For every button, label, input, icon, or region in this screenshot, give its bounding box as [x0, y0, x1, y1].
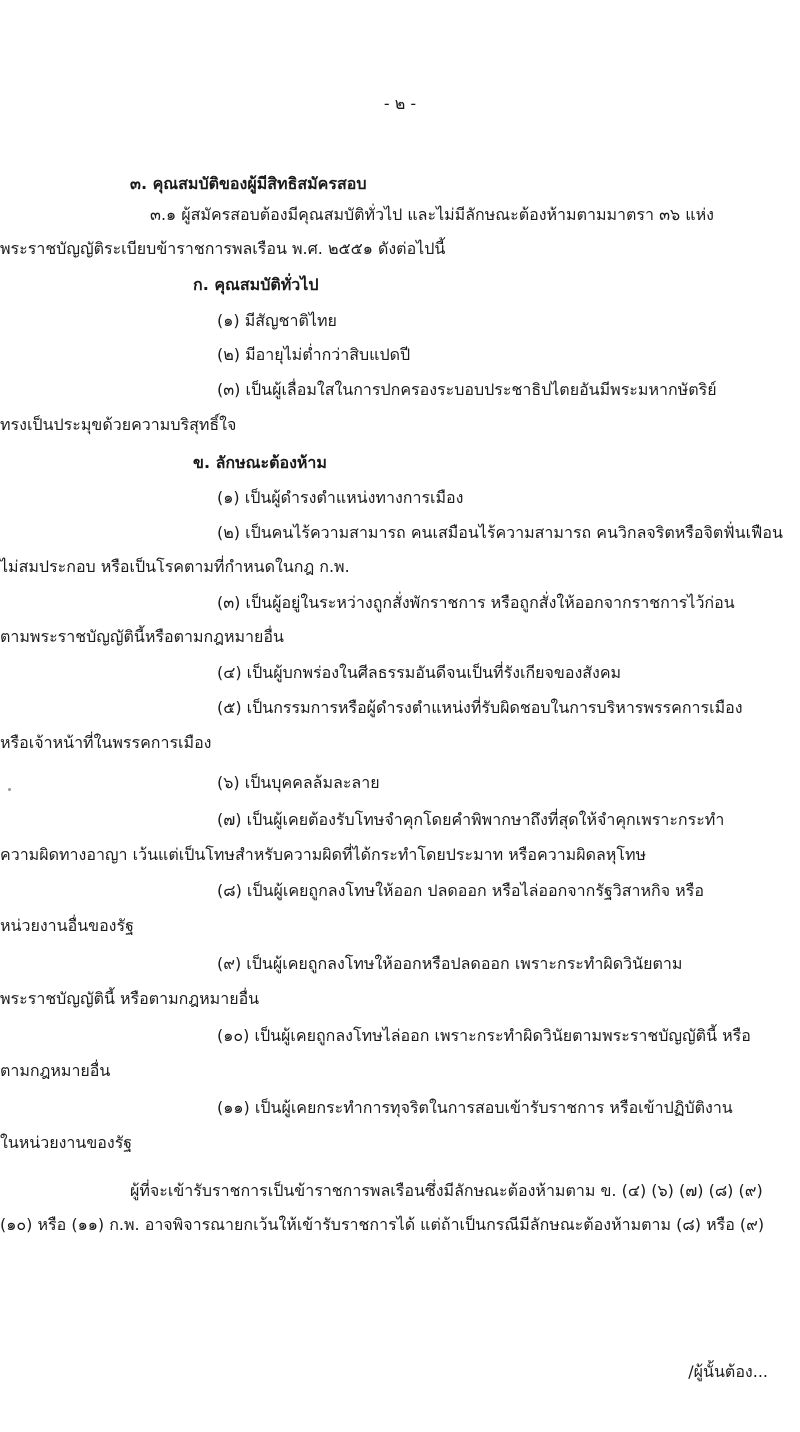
prohibited-item-5-line1: (๕) เป็นกรรมการหรือผู้ดำรงตำแหน่งที่รับผิดชอบในการบริหารพรรคการเมือง [217, 698, 743, 717]
prohibited-item-7-line1: (๗) เป็นผู้เคยต้องรับโทษจำคุกโดยคำพิพากษาถึงที่สุดให้จำคุกเพราะกระทำ [217, 810, 725, 829]
prohibited-item-4: (๔) เป็นผู้บกพร่องในศีลธรรมอันดีจนเป็นที่รังเกียจของสังคม [217, 663, 622, 682]
prohibited-item-10-line1: (๑๐) เป็นผู้เคยถูกลงโทษไล่ออก เพราะกระทำผิดวินัยตามพระราชบัญญัตินี้ หรือ [217, 1026, 751, 1045]
section3-intro-line1: ๓.๑ ผู้สมัครสอบต้องมีคุณสมบัติทั่วไป และไม่มีลักษณะต้องห้ามตามมาตรา ๓๖ แห่ง [150, 205, 714, 224]
prohibited-item-5-line2: หรือเจ้าหน้าที่ในพรรคการเมือง [0, 733, 212, 752]
scan-speck [8, 788, 11, 791]
prohibited-item-2-line2: ไม่สมประกอบ หรือเป็นโรคตามที่กำหนดในกฎ ก.พ. [0, 557, 350, 576]
prohibited-item-10-line2: ตามกฎหมายอื่น [0, 1061, 111, 1080]
prohibited-item-9-line2: พระราชบัญญัตินี้ หรือตามกฎหมายอื่น [0, 989, 260, 1008]
general-item-1: (๑) มีสัญชาติไทย [217, 311, 337, 330]
closing-line1: ผู้ที่จะเข้ารับราชการเป็นข้าราชการพลเรือนซึ่งมีลักษณะต้องห้ามตาม ข. (๔) (๖) (๗) (๘) (๙) [130, 1181, 763, 1200]
prohibited-item-11-line2: ในหน่วยงานของรัฐ [0, 1133, 133, 1152]
page-number: - ๒ - [383, 94, 417, 113]
general-heading: ก. คุณสมบัติทั่วไป [193, 275, 319, 294]
prohibited-item-6: (๖) เป็นบุคคลล้มละลาย [217, 773, 380, 792]
closing-line2: (๑๐) หรือ (๑๑) ก.พ. อาจพิจารณายกเว้นให้เข้ารับราชการได้ แต่ถ้าเป็นกรณีมีลักษณะต้องห้ามตาม (๘) หรือ (๙) [0, 1215, 765, 1234]
continuation-footer: /ผู้นั้นต้อง... [688, 1362, 768, 1381]
prohibited-item-8-line1: (๘) เป็นผู้เคยถูกลงโทษให้ออก ปลดออก หรือไล่ออกจากรัฐวิสาหกิจ หรือ [217, 881, 704, 900]
prohibited-item-8-line2: หน่วยงานอื่นของรัฐ [0, 916, 134, 935]
prohibited-item-3-line2: ตามพระราชบัญญัตินี้หรือตามกฎหมายอื่น [0, 627, 284, 646]
section3-heading: ๓. คุณสมบัติของผู้มีสิทธิสมัครสอบ [130, 174, 367, 193]
prohibited-item-11-line1: (๑๑) เป็นผู้เคยกระทำการทุจริตในการสอบเข้ารับราชการ หรือเข้าปฏิบัติงาน [217, 1098, 733, 1117]
general-item-2: (๒) มีอายุไม่ต่ำกว่าสิบแปดปี [217, 345, 411, 364]
prohibited-item-2-line1: (๒) เป็นคนไร้ความสามารถ คนเสมือนไร้ความสามารถ คนวิกลจริตหรือจิตฟั่นเฟือน [217, 523, 783, 542]
prohibited-item-3-line1: (๓) เป็นผู้อยู่ในระหว่างถูกสั่งพักราชการ หรือถูกสั่งให้ออกจากราชการไว้ก่อน [217, 593, 735, 612]
prohibited-item-9-line1: (๙) เป็นผู้เคยถูกลงโทษให้ออกหรือปลดออก เพราะกระทำผิดวินัยตาม [217, 954, 683, 973]
prohibited-item-7-line2: ความผิดทางอาญา เว้นแต่เป็นโทษสำหรับความผิดที่ได้กระทำโดยประมาท หรือความผิดลหุโทษ [0, 845, 647, 864]
prohibited-item-1: (๑) เป็นผู้ดำรงตำแหน่งทางการเมือง [217, 488, 464, 507]
general-item-3-line1: (๓) เป็นผู้เลื่อมใสในการปกครองระบอบประชาธิปไตยอันมีพระมหากษัตริย์ [217, 380, 717, 399]
general-item-3-line2: ทรงเป็นประมุขด้วยความบริสุทธิ์ใจ [0, 415, 237, 434]
prohibited-heading: ข. ลักษณะต้องห้าม [193, 453, 327, 472]
section3-intro-line2: พระราชบัญญัติระเบียบข้าราชการพลเรือน พ.ศ. ๒๕๕๑ ดังต่อไปนี้ [0, 239, 446, 258]
